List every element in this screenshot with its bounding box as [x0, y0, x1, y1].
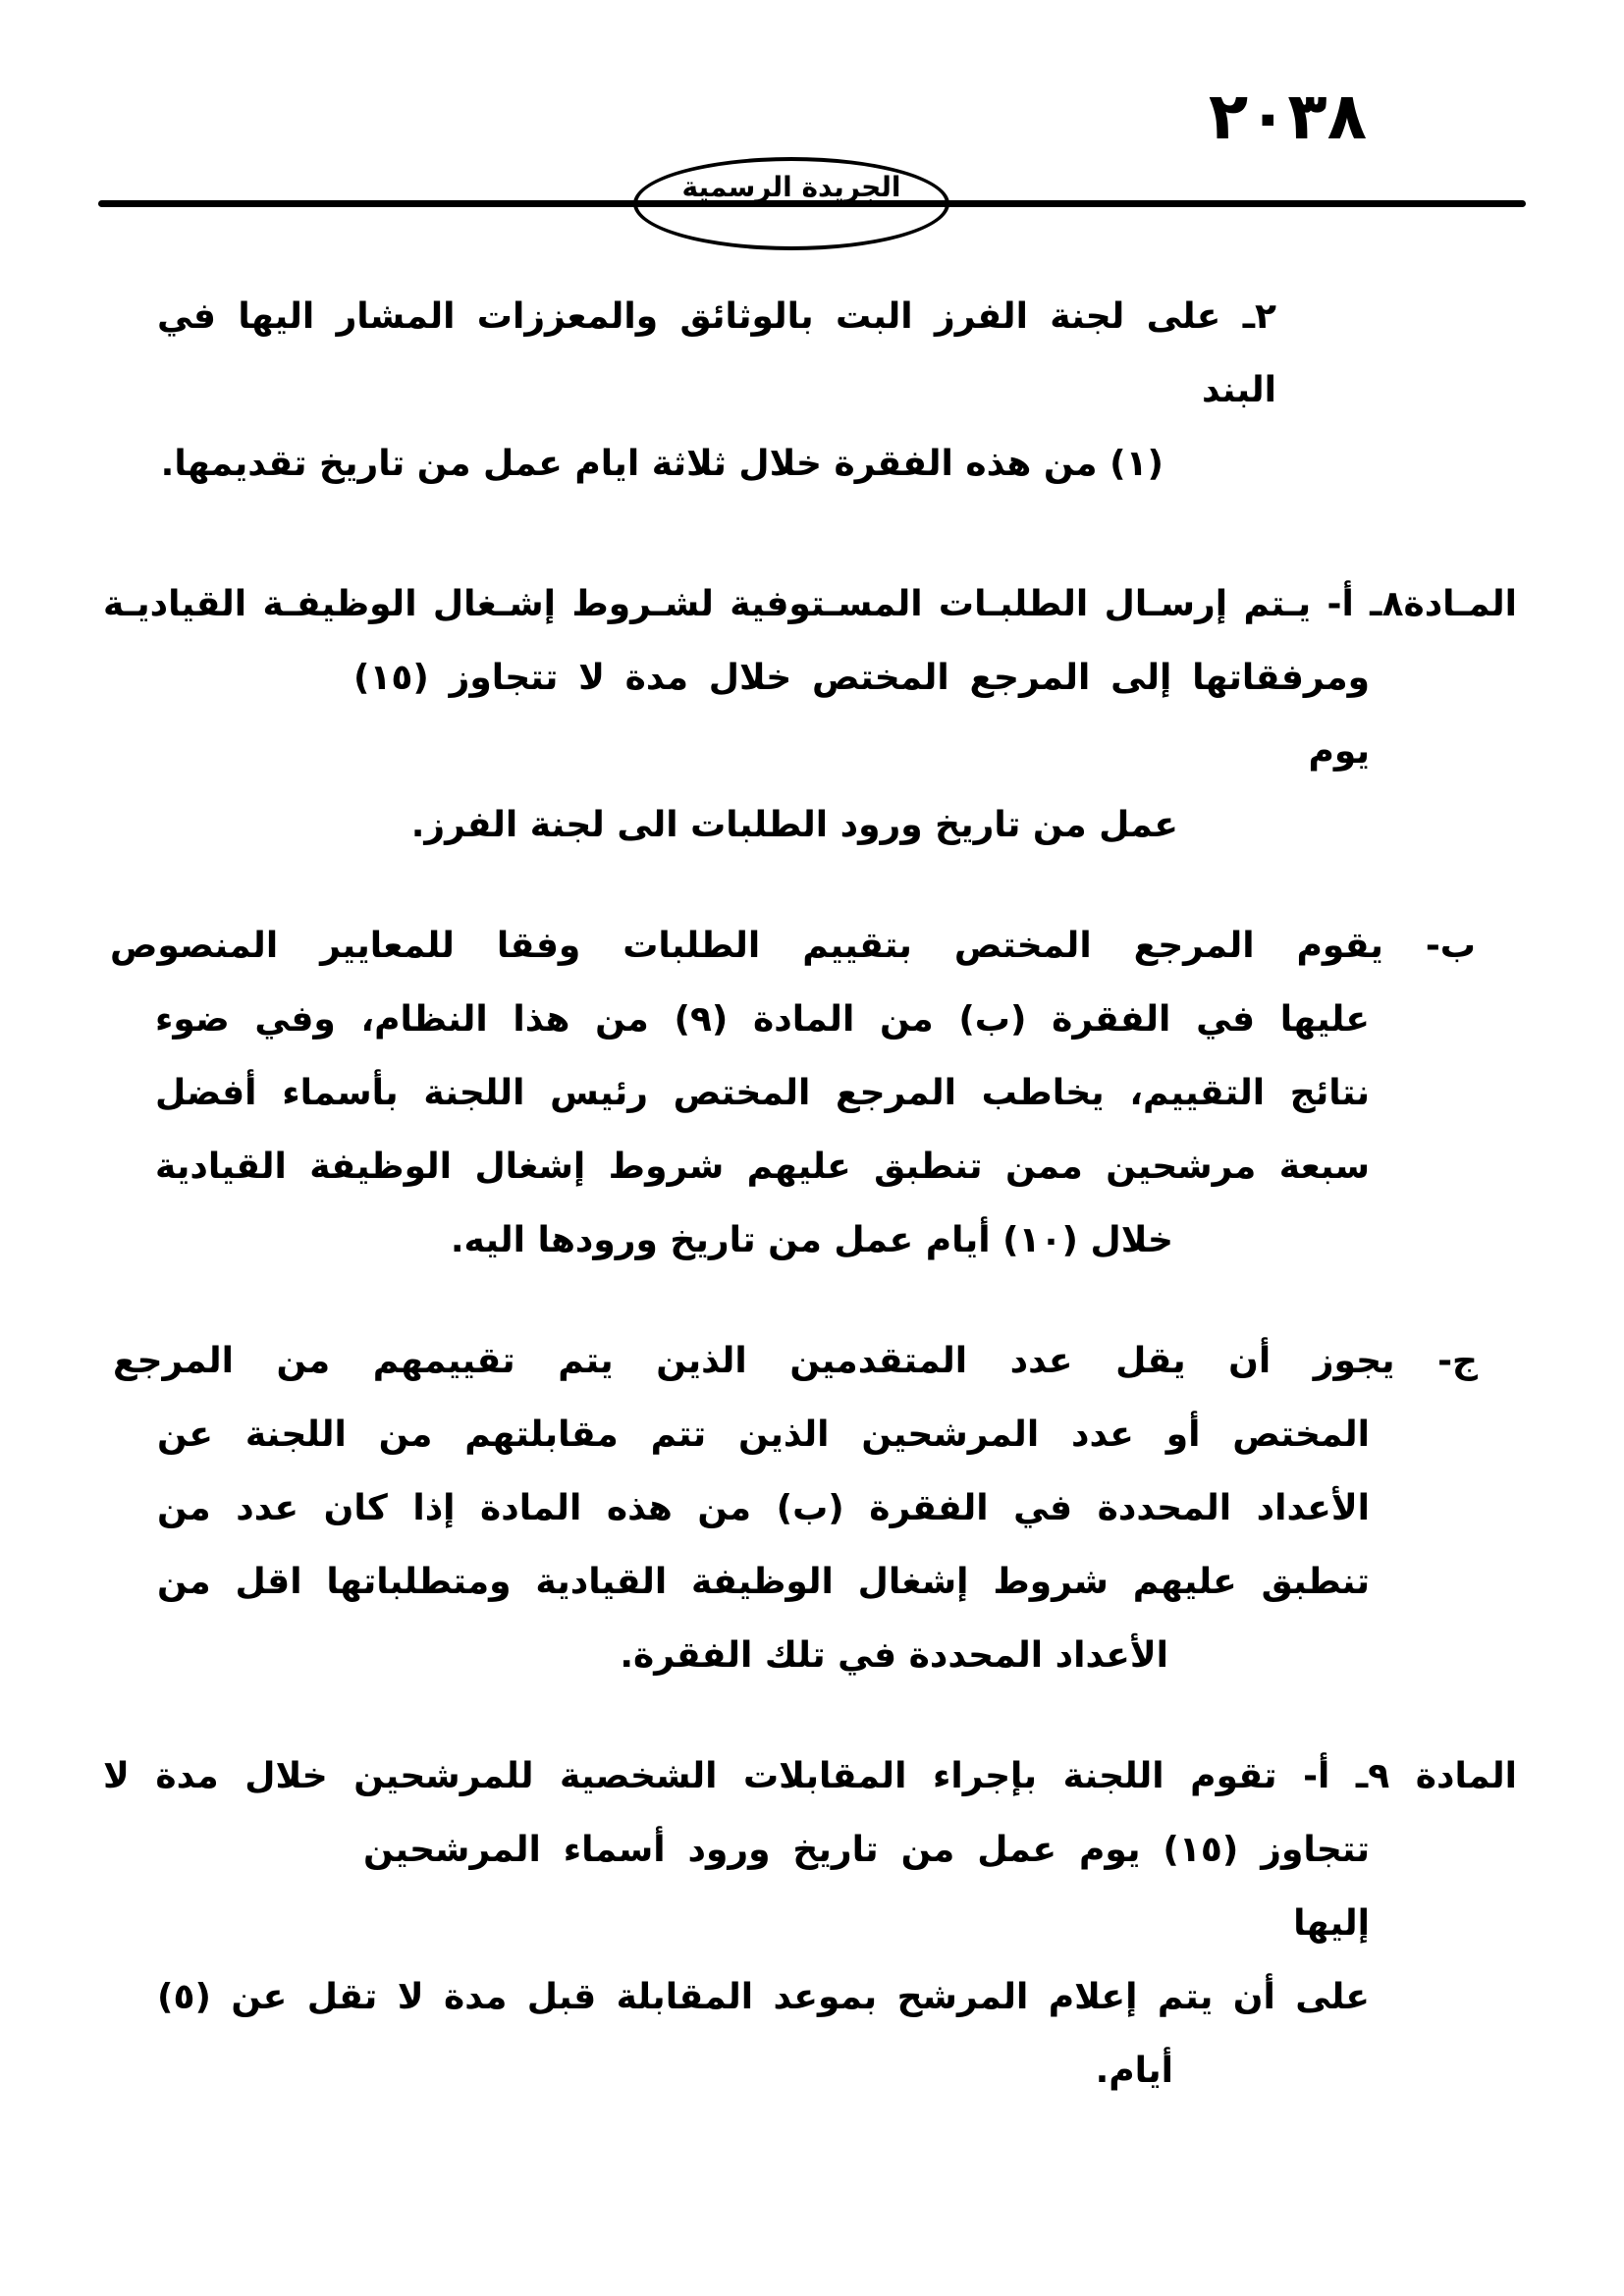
text-line: عليها في الفقرة (ب) من المادة (٩) من هذا النظام، وفي ضوء	[155, 999, 1370, 1040]
text-line: عمل من تاريخ ورود الطلبات الى لجنة الفرز.	[410, 805, 1178, 845]
text-line: تنطبق عليهم شروط إشغال الوظيفة القيادية ومتطلباتها اقل من	[157, 1562, 1370, 1602]
paragraph-article-8-a	[98, 567, 1517, 862]
text-line: على أن يتم إعلام المرشح بموعد المقابلة قبل مدة لا تقل عن (٥)	[157, 1977, 1370, 2017]
text-line: نتائج التقييم، يخاطب المرجع المختص رئيس اللجنة بأسماء أفضل	[155, 1073, 1370, 1113]
text-line: ٢ـ على لجنة الفرز البت بالوثائق والمعززات المشار اليها في البند	[157, 296, 1276, 410]
text-line: ج- يجوز أن يقل عدد المتقدمين الذين يتم تقييمهم من المرجع	[113, 1341, 1478, 1381]
text-line: المادة ٩ـ أ- تقوم اللجنة بإجراء المقابلات الشخصية للمرشحين خلال مدة لا	[103, 1756, 1517, 1796]
text-line: ب- يقوم المرجع المختص بتقييم الطلبات وفقا للمعايير المنصوص	[110, 926, 1476, 966]
paragraph-article-9-a	[98, 1739, 1517, 2108]
page-number: ٢٠٣٨	[1208, 79, 1367, 154]
masthead-title: الجريدة الرسمية	[681, 171, 901, 203]
text-line: تتجاوز (١٥) يوم عمل من تاريخ ورود أسماء المرشحين إليها	[363, 1830, 1370, 1944]
document-body	[98, 280, 1517, 2155]
text-line: أيام.	[1095, 2051, 1173, 2091]
text-line: الأعداد المحددة في الفقرة (ب) من هذه المادة إذا كان عدد من	[157, 1488, 1370, 1528]
paragraph-article-8-b	[98, 909, 1517, 1277]
text-line: ومرفقاتها إلى المرجع المختص خلال مدة لا تتجاوز (١٥) يوم	[353, 658, 1370, 772]
text-line: الأعداد المحددة في تلك الفقرة.	[620, 1635, 1168, 1676]
text-line: (١) من هذه الفقرة خلال ثلاثة ايام عمل من تاريخ تقديمها.	[160, 444, 1164, 484]
text-line: خلال (١٠) أيام عمل من تاريخ ورودها اليه.	[450, 1220, 1173, 1260]
paragraph-article-8-c	[98, 1324, 1517, 1692]
paragraph-clause-2	[98, 280, 1517, 501]
text-line: المختص أو عدد المرشحين الذين تتم مقابلتهم من اللجنة عن	[157, 1415, 1370, 1455]
text-line: سبعة مرشحين ممن تنطبق عليهم شروط إشغال الوظيفة القيادية	[155, 1147, 1370, 1187]
masthead-oval	[633, 157, 949, 250]
text-line: المـادة٨ـ أ- يـتم إرسـال الطلبـات المسـتوفية لشـروط إشـغال الوظيفـة القياديـة	[103, 584, 1517, 624]
